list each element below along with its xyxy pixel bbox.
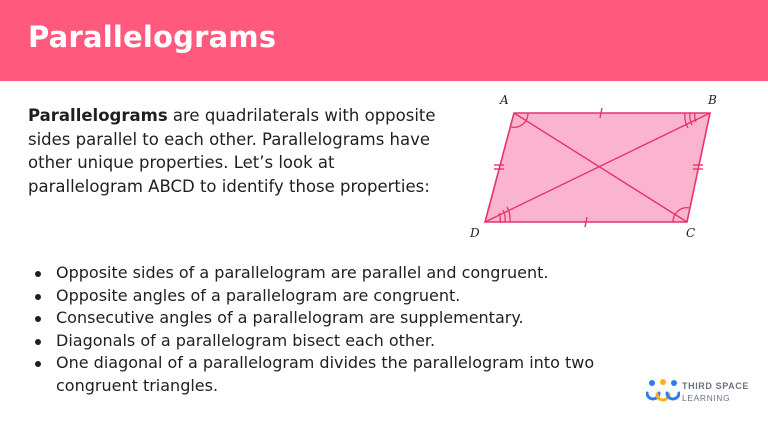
- title-banner: [0, 0, 768, 81]
- logo-text: [682, 380, 749, 404]
- list-item: One diagonal of a parallelogram divides the parallelogram into two congruent triangles.: [28, 352, 628, 397]
- vertex-label-d: D: [470, 226, 480, 240]
- third-space-learning-logo: [646, 377, 756, 407]
- logo-line-2: LEARNING: [682, 393, 731, 403]
- properties-list: [28, 262, 628, 397]
- logo-line-1: THIRD SPACE: [682, 381, 749, 391]
- intro-paragraph: [28, 104, 448, 198]
- vertex-label-b: B: [708, 93, 717, 107]
- vertex-label-a: A: [500, 93, 509, 107]
- list-item: Opposite sides of a parallelogram are parallel and congruent.: [28, 262, 628, 285]
- logo-mark-icon: [646, 377, 680, 407]
- list-item: Opposite angles of a parallelogram are congruent.: [28, 285, 628, 308]
- intro-bold-term: Parallelograms: [28, 106, 168, 125]
- page-title: Parallelograms: [28, 20, 277, 54]
- list-item: Consecutive angles of a parallelogram are supplementary.: [28, 307, 628, 330]
- parallelogram-diagram: [462, 86, 732, 246]
- list-item: Diagonals of a parallelogram bisect each other.: [28, 330, 628, 353]
- vertex-label-c: C: [686, 226, 696, 240]
- intro-text: are quadrilaterals with opposite sides parallel to each other. Parallelograms have other unique properties. Let’s look at parallelogram ABCD to identify those properties:: [28, 106, 436, 196]
